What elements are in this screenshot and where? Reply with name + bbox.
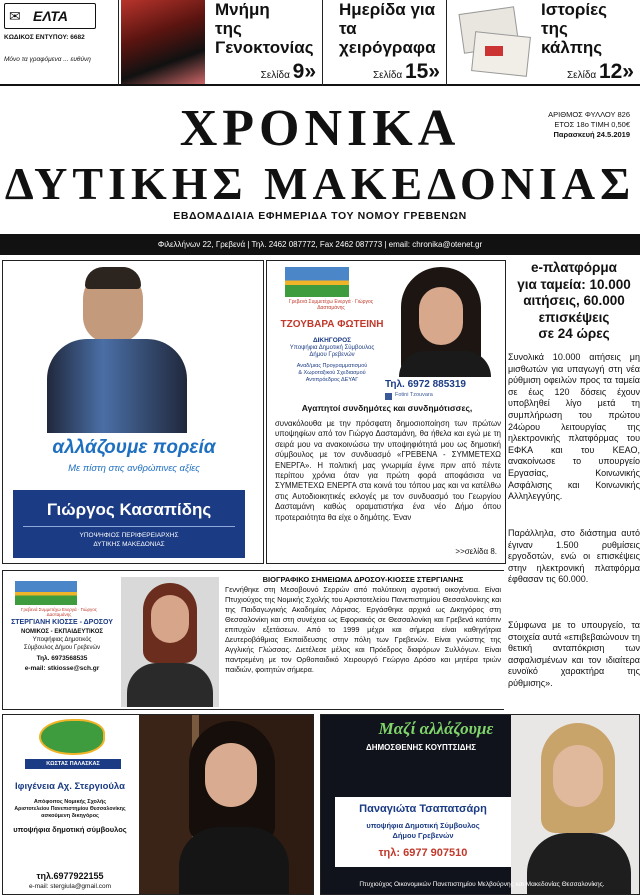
stergianni-role-3: Σύμβουλος Δήμου Γρεβενών — [23, 645, 101, 651]
stergioula-role-3: ασκούμενη δικηγόρος — [41, 813, 99, 819]
article-paragraph-2: Παράλληλα, στο διάστημα αυτό έγιναν 1.500 ρυθμίσεις εργοδοτών, ενώ οι επισκέψεις στην ηλεκτρονική πλατφόρμα έφθασαν τις 60.000. — [508, 528, 640, 585]
tzouvara-logo: Γρεβενά Συμμετέχω Ενεργά · Γιώργος Δασταμάνης — [277, 267, 385, 315]
ad-stergioula — [2, 714, 314, 895]
issue-number: ΑΡΙΘΜΟΣ ΦΥΛΛΟΥ 826 — [548, 110, 630, 119]
stergianni-photo — [121, 577, 219, 707]
elta-code: ΚΩΔΙΚΟΣ ΕΝΤΥΠΟΥ: 6682 — [4, 34, 85, 41]
tsapatsari-phone: τηλ: 6977 907510 — [378, 847, 468, 859]
masthead-subtitle: ΕΒΔΟΜΑΔΙΑΙΑ ΕΦΗΜΕΡΙΔΑ ΤΟΥ ΝΟΜΟΥ ΓΡΕΒΕΝΩΝ — [173, 210, 467, 222]
kasapidis-name-panel — [13, 490, 245, 558]
tzouvara-phone: Τηλ. 6972 885319 — [385, 379, 466, 390]
tsapatsari-role-1: υποψήφια Δημοτική Σύμβουλος — [366, 821, 480, 830]
stergioula-photo — [139, 715, 314, 895]
tzouvara-role-1: ΔΙΚΗΓΟΡΟΣ — [312, 337, 352, 344]
tsapatsari-photo — [511, 715, 640, 895]
stergioula-phone: τηλ.6977922155 — [36, 871, 104, 881]
stergianni-logo: Γρεβενά Συμμετέχω Ενεργά · Γιώργος Δασταμάνης — [9, 581, 109, 617]
teaser-1-page: Σελίδα 9» — [260, 60, 316, 83]
map-logo-icon — [39, 719, 105, 755]
issue-year-price: ΕΤΟΣ 18ο ΤΙΜΗ 0,50€ — [554, 120, 630, 129]
stergioula-role-1: Απόφοιτος Νομικής Σχολής — [33, 799, 107, 805]
envelopes-image — [461, 10, 531, 76]
headline-line-4: επισκέψεις — [538, 309, 610, 325]
teaser-3-title-a: Ιστορίες — [541, 0, 607, 19]
headline-line-3: αιτήσεις, 60.000 — [523, 293, 625, 308]
tsapatsari-name-panel — [335, 797, 511, 867]
elta-bird-icon: ✉ — [9, 8, 21, 24]
tzouvara-greeting: Αγαπητοί συνδημότες και συνδημότισσες, — [301, 403, 473, 413]
town-skyline-icon — [15, 581, 77, 605]
stergianni-name: ΣΤΕΡΓΙΑΝΗ ΚΙΟΣΣΕ - ΔΡΟΣΟΥ — [11, 619, 113, 626]
stergioula-name: Ιφιγένεια Αχ. Στεργιούλα — [15, 781, 125, 792]
masthead-title-line1: ΧΡΟΝΙΚΑ — [179, 100, 461, 157]
tzouvara-photo — [391, 265, 501, 377]
tzouvara-name: ΤΖΟΥΒΑΡΑ ΦΩΤΕΙΝΗ — [280, 319, 384, 330]
tzouvara-role-2: Υποψήφια Δημοτική Σύμβουλος — [289, 345, 375, 351]
tsapatsari-role-2: Δήμου Γρεβενών — [392, 831, 454, 840]
article-paragraph-1: Συνολικά 10.000 αιτήσεις μη μισθωτών για υπαγωγή στη νέα ρύθμιση οφειλών προς τα ταμεία σε έως 120 δόσεις έχουν υποβληθεί λίγο μετά τη συμπλήρωση του πρώτου 24ώρου λειτουργίας της ηλεκτρονικής πλατφόρμας του ΕΦΚΑ και του ΚΕΑΟ, ανακοίνωσε το υπουργείο Εργασίας, Κοινωνικής Ασφάλισης και Κοινωνικής Αλληλεγγύης. — [508, 352, 640, 502]
kasapidis-slogan: αλλάζουμε πορεία — [52, 437, 216, 458]
teaser-1-title-a: Μνήμη — [215, 0, 270, 19]
ad-kasapidis — [2, 260, 264, 564]
kasapidis-divider — [23, 526, 235, 527]
tsapatsari-name: Παναγιώτα Τσαπατσάρη — [359, 803, 487, 815]
ad-tsapatsari — [320, 714, 640, 895]
masthead-title-line2: ΔΥΤΙΚΗΣ ΜΑΚΕΔΟΝΙΑΣ — [4, 158, 636, 209]
stergioula-email: e-mail: stergiula@gmail.com — [28, 883, 112, 890]
tsapatsari-logo: Μαζί αλλάζουμε — [378, 719, 494, 738]
headline-line-2: για ταμεία: 10.000 — [517, 276, 631, 292]
issue-info — [548, 110, 630, 140]
article-headline — [508, 260, 640, 343]
headline-line-5: σε 24 ώρες — [538, 326, 610, 341]
kasapidis-photo — [41, 265, 191, 433]
tzouvara-role-3: Δήμου Γρεβενών — [309, 352, 355, 358]
article-e-platform — [508, 260, 640, 688]
facebook-icon — [385, 393, 392, 400]
teaser-1-title-b: της — [215, 19, 242, 38]
elta-logo: ✉ ΕΛΤΑ — [4, 3, 96, 29]
teaser-3-title-c: κάλπης — [541, 38, 603, 57]
tzouvara-extra-1: Αναδ/μιας Προγραμματισμού — [296, 363, 368, 369]
stergianni-phone: Τηλ. 6973568535 — [36, 655, 88, 662]
tzouvara-body: συνακόλουθα με την πρόσφατη δημοσιοποίηση των πρώτων υποψηφίων από τον Γιώργο Δασταμάνη, θα ήθελα και εγώ με τη σειρά μου να ανακοινώσω την υποψηφιότητά μου ως δημοτική σύμβουλος με τον συνδυασμό «ΓΡΕΒΕΝΑ - ΣΥΜΜΕΤΕΧΩ ΕΝΕΡΓΑ». Η πολιτική μας γνωριμία έγινε πριν από πέντε περίπου χρόνια όταν για πρώτη φορά αποφάσισα να ΣΥΜΜΕΤΕΧΩ ΕΝΕΡΓΑ στα κοινά του τόπου μας και να κατέλθω στις Αυτοδιοικητικές εκλογές με τον συνδυασμό του Γεωργίου Δασταμάνη καθώς οραματιστήκα ένα νέο Δήμο όπου προτεραιότητα θα είχε ο δημότης. Έναν — [275, 419, 501, 522]
teaser-item-2[interactable] — [322, 0, 446, 86]
tzouvara-continue-link[interactable]: >>σελίδα 8. — [455, 547, 497, 556]
ad-stergianni — [2, 570, 504, 710]
elta-block — [0, 0, 118, 86]
elta-note: Μόνο τα γραφόμενα ... ευθύνη — [4, 56, 91, 63]
teaser-2-page: Σελίδα 15» — [372, 60, 440, 83]
tsapatsari-party: ΔΗΜΟΣΘΕΝΗΣ ΚΟΥΠΤΣΙΔΗΣ — [365, 743, 477, 752]
teaser-2-title-b: τα — [339, 19, 357, 38]
tzouvara-extra-3: Αντιπρόεδρος ΔΕΥΑΓ — [305, 377, 359, 383]
teaser-1-title-c: Γενοκτονίας — [215, 38, 314, 57]
tzouvara-extra-2: & Χωροταξικού Σχεδιασμού — [298, 370, 366, 376]
kasapidis-role-2: ΔΥΤΙΚΗΣ ΜΑΚΕΔΟΝΙΑΣ — [93, 541, 165, 548]
teaser-3-page: Σελίδα 12» — [566, 60, 634, 83]
teaser-3-title-b: της — [541, 19, 568, 38]
kasapidis-role-1: ΥΠΟΨΗΦΙΟΣ ΠΕΡΙΦΕΡΕΙΑΡΧΗΣ — [79, 532, 179, 539]
teaser-2-title-c: χειρόγραφα — [339, 38, 436, 57]
teaser-2-title-a: Ημερίδα για — [339, 0, 436, 19]
address-bar: Φιλελλήνων 22, Γρεβενά | Τηλ. 2462 087772, Fax 2462 087773 | email: chronika@otenet.gr — [0, 234, 640, 255]
article-paragraph-3: Σύμφωνα με το υπουργείο, τα στοιχεία αυτά «επιβεβαιώνουν τη θετική ανταπόκριση των ασφαλισμένων και τον ιδιαίτερα ευνοϊκό χαρακτήρα της ρύθμισης». — [508, 620, 640, 688]
stergioula-logo: ΚΩΣΤΑΣ ΠΑΛΑΣΚΑΣ — [25, 719, 121, 771]
stergianni-role-1: ΝΟΜΙΚΟΣ - ΕΚΠΑΙΔΕΥΤΙΚΟΣ — [21, 629, 103, 635]
stergianni-role-2: Υποψήφιας Δημοτικός — [32, 637, 92, 643]
kasapidis-name: Γιώργος Κασαπίδης — [46, 500, 212, 519]
teaser-item-3[interactable] — [446, 0, 640, 86]
kasapidis-tagline: Με πίστη στις ανθρώπινες αξίες — [68, 463, 200, 474]
stergioula-role-2: Αριστοτελείου Πανεπιστημίου Θεσσαλονίκης — [14, 806, 126, 812]
stergianni-email: e-mail: stkiosse@sch.gr — [24, 665, 100, 672]
teaser-strip — [0, 0, 640, 86]
tsapatsari-footnote: Πτυχιούχος Οικονομικών Πανεπιστημίου Μελβούρνης και Μακεδονίας Θεσσαλονίκης. — [359, 881, 605, 888]
stergianni-bio: Γεννήθηκε στη Μεσοβουνό Σερρών από πολύτεκνη αγροτική οικογένεια. Είναι Πτυχιούχος της Νομικής Σχολής του Αριστοτελείου Πανεπιστημίου Θεσσαλονίκης και της Παιδαγωγικής Ακαδημίας Λάρισας. Εργάσθηκε αρχικά ως Δικηγόρος στη Θεσσαλονίκη και στη συνέχεια ως Εφοριακός σε Θεσσαλονίκη και Γρεβενά κατόπιν επιτυχών εξετάσεων. Από το 1999 μέχρι και σήμερα είναι καθηγήτρια Δευτεροβάθμιας Εκπαίδευσης στην πόλη των Γρεβενών. Είναι γνώστης της Αγγλικής Γλώσσας. Διετέλεσε μέλος και Πρόεδρος διαφόρων Συλλόγων. Είναι παντρεμένη με τον Ορθοπαιδικό Χειρουργό Γεώργιο Δρόσο και μητέρα τριών παιδιών, φοιτητών σήμερα. — [225, 585, 501, 674]
ad-tzouvara — [266, 260, 506, 564]
teaser-item-1[interactable] — [118, 0, 322, 86]
stergianni-bio-title: ΒΙΟΓΡΑΦΙΚΟ ΣΗΜΕΙΩΜΑ ΔΡΟΣΟΥ-ΚΙΟΣΣΕ ΣΤΕΡΓΙΑΝΗΣ — [262, 575, 464, 584]
headline-line-1: e-πλατφόρμα — [531, 260, 617, 275]
stergioula-candidacy: υποψήφια δημοτική σύμβουλος — [13, 825, 127, 834]
tzouvara-facebook: Fotini Tzouvara — [395, 392, 433, 398]
genocide-photo — [121, 0, 205, 84]
issue-date: Παρασκευή 24.5.2019 — [553, 130, 630, 139]
town-skyline-icon — [285, 267, 349, 297]
